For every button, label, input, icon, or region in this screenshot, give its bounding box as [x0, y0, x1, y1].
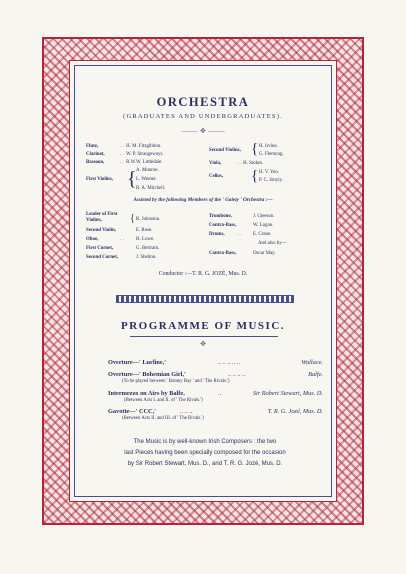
assisted-name: R. Johnston. [136, 217, 161, 222]
orchestra-row: Viola, . . H. Stokes. [209, 161, 264, 166]
orchestra-title: ORCHESTRA [156, 95, 250, 109]
assisted-row: Contra-Bass, Oscar May. [209, 251, 276, 256]
orchestra-name: H. V. Yeo. [259, 170, 279, 175]
conductor-line: Conductor :—T. R. G. JOZÉ, Mus. D. [158, 271, 248, 277]
ornament-divider: ⸻ ✥ ⸻ [180, 127, 226, 135]
assisted-also: And also by— [258, 241, 287, 246]
orchestra-name: A. Monroe. [136, 168, 159, 173]
orchestra-name: R. A. Mitchell. [136, 186, 166, 191]
programme-note: (To be played between ' Botany Bay ' and ' The Rivals.') [122, 379, 230, 384]
assisted-row: Oboe, . . H. Lowe. [86, 237, 155, 242]
orchestra-row: Flute, . . H. M. Fitzgibbon. [86, 144, 162, 149]
brace: { [127, 168, 137, 190]
programme-item: Overture—' Bohemian Girl,' .. .. .. .. Balfe. [108, 371, 323, 378]
assisted-row: Trombone, J. Gleeson. [209, 214, 275, 219]
programme-item: Gavotte—' CCC,' .. .. .. T. R. G. Jozé, Mus. D. [108, 408, 323, 415]
assisted-row: Contra-Bass, W. Logan. [209, 223, 274, 228]
orchestra-name: P. C. Smyly. [259, 178, 284, 183]
footer-line: by Sir Robert Stewart, Mus. D., and T. R. G. Jozé, Mus. D. [127, 461, 283, 467]
assisted-row: First Cornet, G. Bertram. [86, 246, 160, 251]
brace: { [251, 168, 259, 184]
orchestra-row: Clarinet, . . W. P. Strangeways. [86, 152, 164, 157]
orchestra-row-label: Cellos, [209, 174, 223, 179]
brace: { [251, 141, 259, 157]
programme-item: Intermezzo on Airs by Balfe, .. Sir Robert Stewart, Mus. D. [108, 390, 323, 397]
brace: { [130, 213, 135, 224]
title-rule [130, 336, 278, 337]
assisted-row: Second Violin, E. Rose. [86, 228, 153, 233]
orchestra-subtitle: (GRADUATES AND UNDERGRADUATES). [123, 113, 283, 120]
footer-text [90, 437, 320, 470]
programme-note: (Between Acts II. and III. of ' The Rivals.') [122, 416, 204, 421]
programme-note: (Between Acts I. and II. of ' The Rivals.') [124, 398, 203, 403]
assisted-instrument: Leader of First Violins, [86, 212, 118, 223]
orchestra-row-label: First Violins, [86, 177, 113, 182]
programme-item: Overture—' Lurline,' .. .. .. .. .. Wallace. [108, 359, 323, 366]
footer-line: last Pieces having been specially composed for the occasion [124, 450, 286, 456]
assisted-row: Drums, . . E. Crane. [209, 232, 272, 237]
assisted-heading: Assisted by the following Members of the ' Gaiety ' Orchestra :— [133, 197, 273, 203]
orchestra-name: H. Irvine. [259, 144, 278, 149]
programme-title: PROGRAMME OF MUSIC. [120, 320, 286, 332]
orchestra-row-label: Second Violins, [209, 148, 241, 153]
orchestra-name: G. Flemyng. [259, 152, 284, 157]
orchestra-name: L. Werner. [136, 177, 157, 182]
assisted-row: Second Cornet, J. Shelton. [86, 255, 157, 260]
ornament-divider: ✥ [200, 340, 206, 348]
orchestra-row: Bassoon, . . R.W.W. Littledale. [86, 160, 163, 165]
footer-line: The Music is by well-known Irish Composers : the two [133, 439, 277, 445]
greek-key-divider [116, 295, 294, 303]
